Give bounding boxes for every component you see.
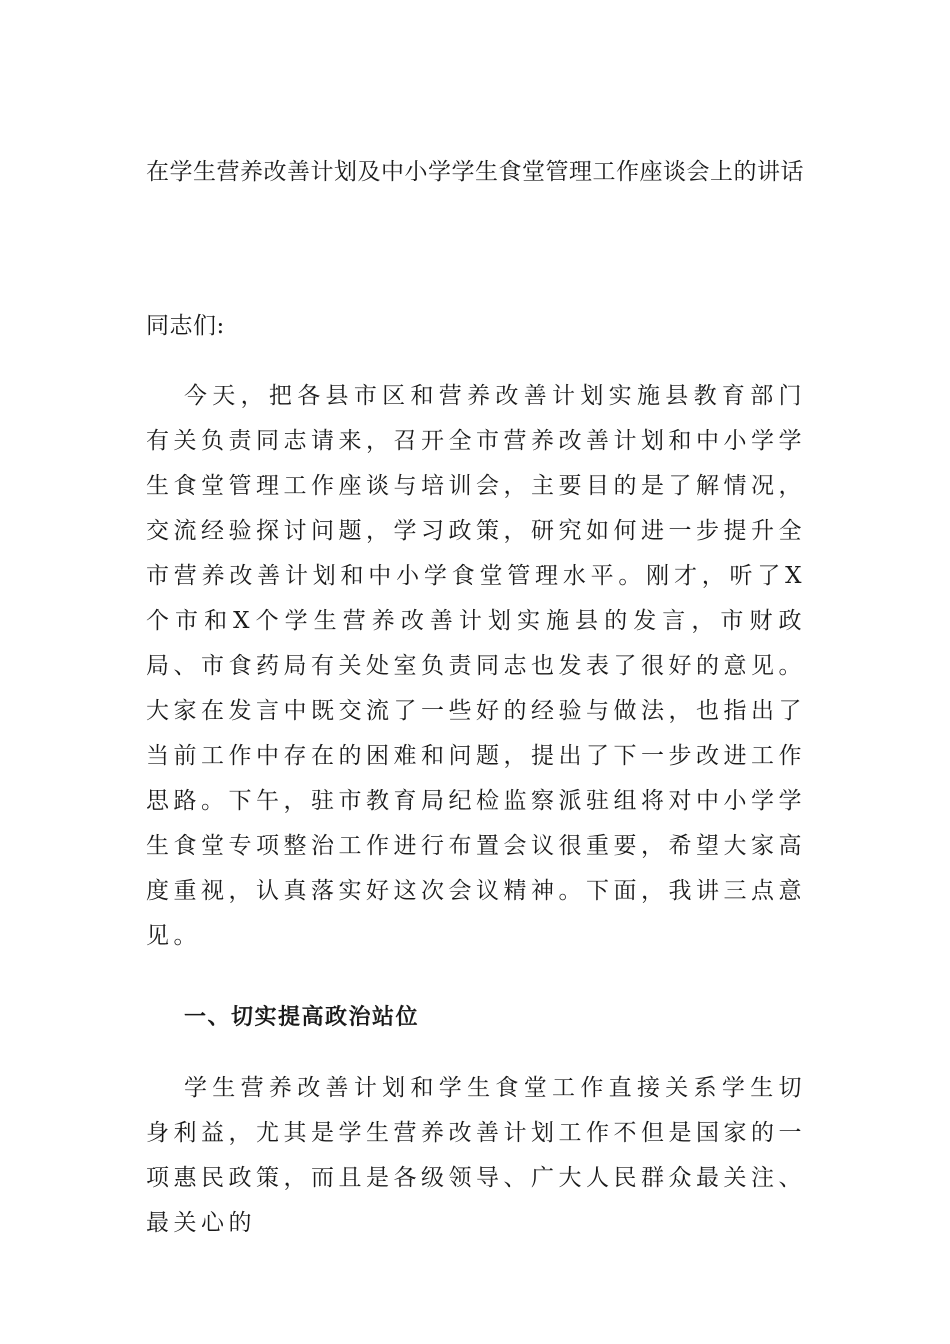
body-paragraph: 今天，把各县市区和营养改善计划实施县教育部门有关负责同志请来，召开全市营养改善计划和中小学学生食堂管理工作座谈与培训会，主要目的是了解情况，交流经验探讨问题，学习政策，研究如何进一步提升全市营养改善计划和中小学食堂管理水平。刚才，听了X个市和X个学生营养改善计划实施县的发言，市财政局、市食药局有关处室负责同志也发表了很好的意见。大家在发言中既交流了一些好的经验与做法，也指出了当前工作中存在的困难和问题，提出了下一步改进工作思路。下午，驻市教育局纪检监察派驻组将对中小学学生食堂专项整治工作进行布置会议很重要，希望大家高度重视，认真落实好这次会议精神。下面，我讲三点意见。 [146, 383, 806, 949]
salutation: 同志们: [146, 313, 225, 339]
document-title: 在学生营养改善计划及中小学学生食堂管理工作座谈会上的讲话 [146, 159, 804, 185]
body-paragraph: 学生营养改善计划和学生食堂工作直接关系学生切身利益，尤其是学生营养改善计划工作不但是国家的一项惠民政策，而且是各级领导、广大人民群众最关注、最关心的 [146, 1075, 806, 1236]
section-heading: 一、切实提高政治站位 [184, 1005, 420, 1030]
